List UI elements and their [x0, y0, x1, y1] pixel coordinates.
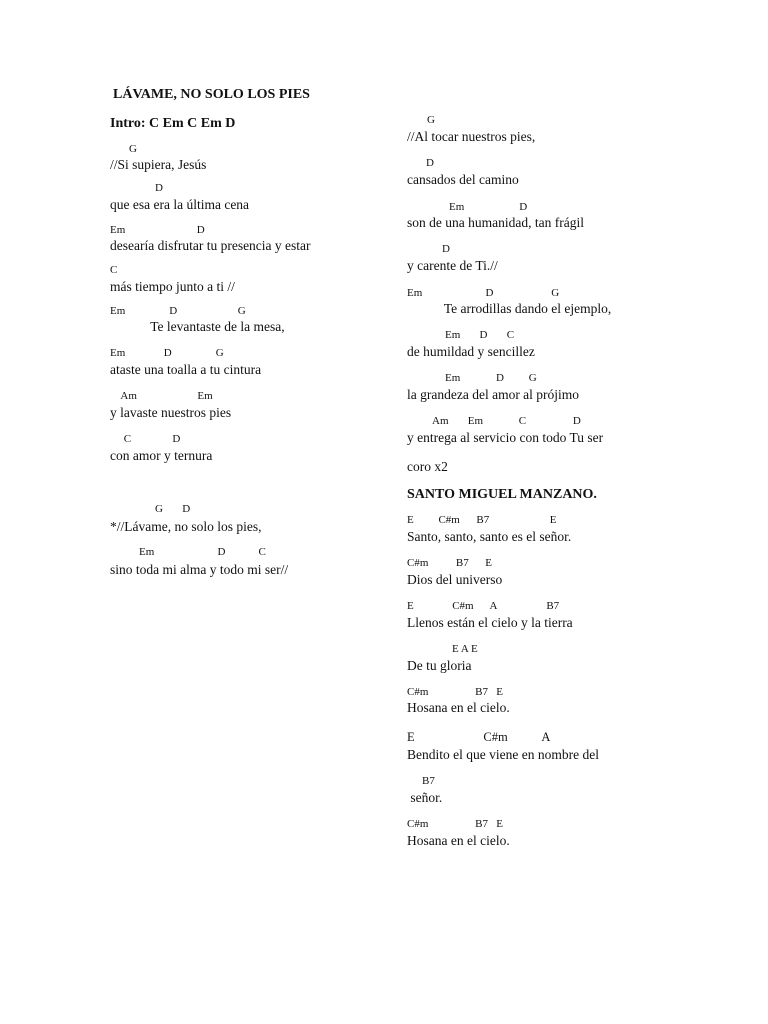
- lyric-line: Llenos están el cielo y la tierra: [407, 615, 573, 630]
- chord-line: G: [427, 114, 435, 126]
- chord-line: C D: [110, 433, 181, 445]
- lyric-line: de humildad y sencillez: [407, 344, 535, 359]
- chord-line: Em D G: [407, 287, 560, 299]
- chord-line: C#m B7 E: [407, 557, 492, 569]
- chord-line: E C#m A: [407, 730, 551, 744]
- chord-line: D: [155, 182, 163, 194]
- chord-line: C#m B7 E: [407, 818, 503, 830]
- song-title: LÁVAME, NO SOLO LOS PIES: [113, 87, 310, 102]
- lyric-line: ataste una toalla a tu cintura: [110, 362, 262, 377]
- lyric-line: más tiempo junto a ti //: [110, 279, 235, 294]
- chord-line: Em D C: [139, 546, 266, 558]
- chord-line: Em D C: [445, 329, 515, 341]
- chord-line: Am Em C D: [432, 415, 581, 427]
- lyric-line: Te arrodillas dando el ejemplo,: [407, 301, 612, 316]
- lyric-line: señor.: [407, 790, 443, 805]
- lyric-line: y lavaste nuestros pies: [110, 405, 232, 420]
- chord-line: B7: [422, 775, 435, 787]
- chord-line: Em D G: [445, 372, 537, 384]
- lyric-line: De tu gloria: [407, 658, 472, 673]
- song-title-santo: SANTO MIGUEL MANZANO.: [407, 487, 597, 502]
- chord-line: D: [426, 157, 434, 169]
- chord-line: E A E: [452, 643, 478, 655]
- lyric-line: Te levantaste de la mesa,: [110, 319, 285, 334]
- chord-line: Am Em: [110, 390, 213, 402]
- lyric-line: Dios del universo: [407, 572, 503, 587]
- lyric-line: Bendito el que viene en nombre del: [407, 747, 599, 762]
- coro-note: coro x2: [407, 459, 448, 474]
- chord-line: Em D G: [110, 305, 246, 317]
- lyric-line: son de una humanidad, tan frágil: [407, 215, 584, 230]
- lyric-line: que esa era la última cena: [110, 197, 250, 212]
- intro-chords: Intro: C Em C Em D: [110, 116, 236, 131]
- chord-line: C#m B7 E: [407, 686, 503, 698]
- lyric-line: //Si supiera, Jesús: [110, 157, 207, 172]
- chord-line: Em D: [110, 224, 205, 236]
- chord-line: G: [129, 143, 137, 155]
- chord-line: C: [110, 264, 118, 276]
- lyric-line: y carente de Ti.//: [407, 258, 498, 273]
- chord-line: Em D G: [110, 347, 224, 359]
- lyric-line: con amor y ternura: [110, 448, 213, 463]
- lyric-line: Hosana en el cielo.: [407, 833, 510, 848]
- lyric-line: sino toda mi alma y todo mi ser//: [110, 562, 289, 577]
- lyric-line: *//Lávame, no solo los pies,: [110, 519, 262, 534]
- chord-line: Em D: [449, 201, 528, 213]
- chord-line: G D: [155, 503, 191, 515]
- chord-line: E C#m A B7: [407, 600, 560, 612]
- chord-line: D: [442, 243, 450, 255]
- lyric-line: Hosana en el cielo.: [407, 700, 510, 715]
- lyric-line: Santo, santo, santo es el señor.: [407, 529, 572, 544]
- lyric-line: cansados del camino: [407, 172, 519, 187]
- lyric-line: la grandeza del amor al prójimo: [407, 387, 580, 402]
- lyric-line: //Al tocar nuestros pies,: [407, 129, 536, 144]
- chord-line: E C#m B7 E: [407, 514, 557, 526]
- lyric-line: y entrega al servicio con todo Tu ser: [407, 430, 604, 445]
- lyric-line: desearía disfrutar tu presencia y estar: [110, 238, 311, 253]
